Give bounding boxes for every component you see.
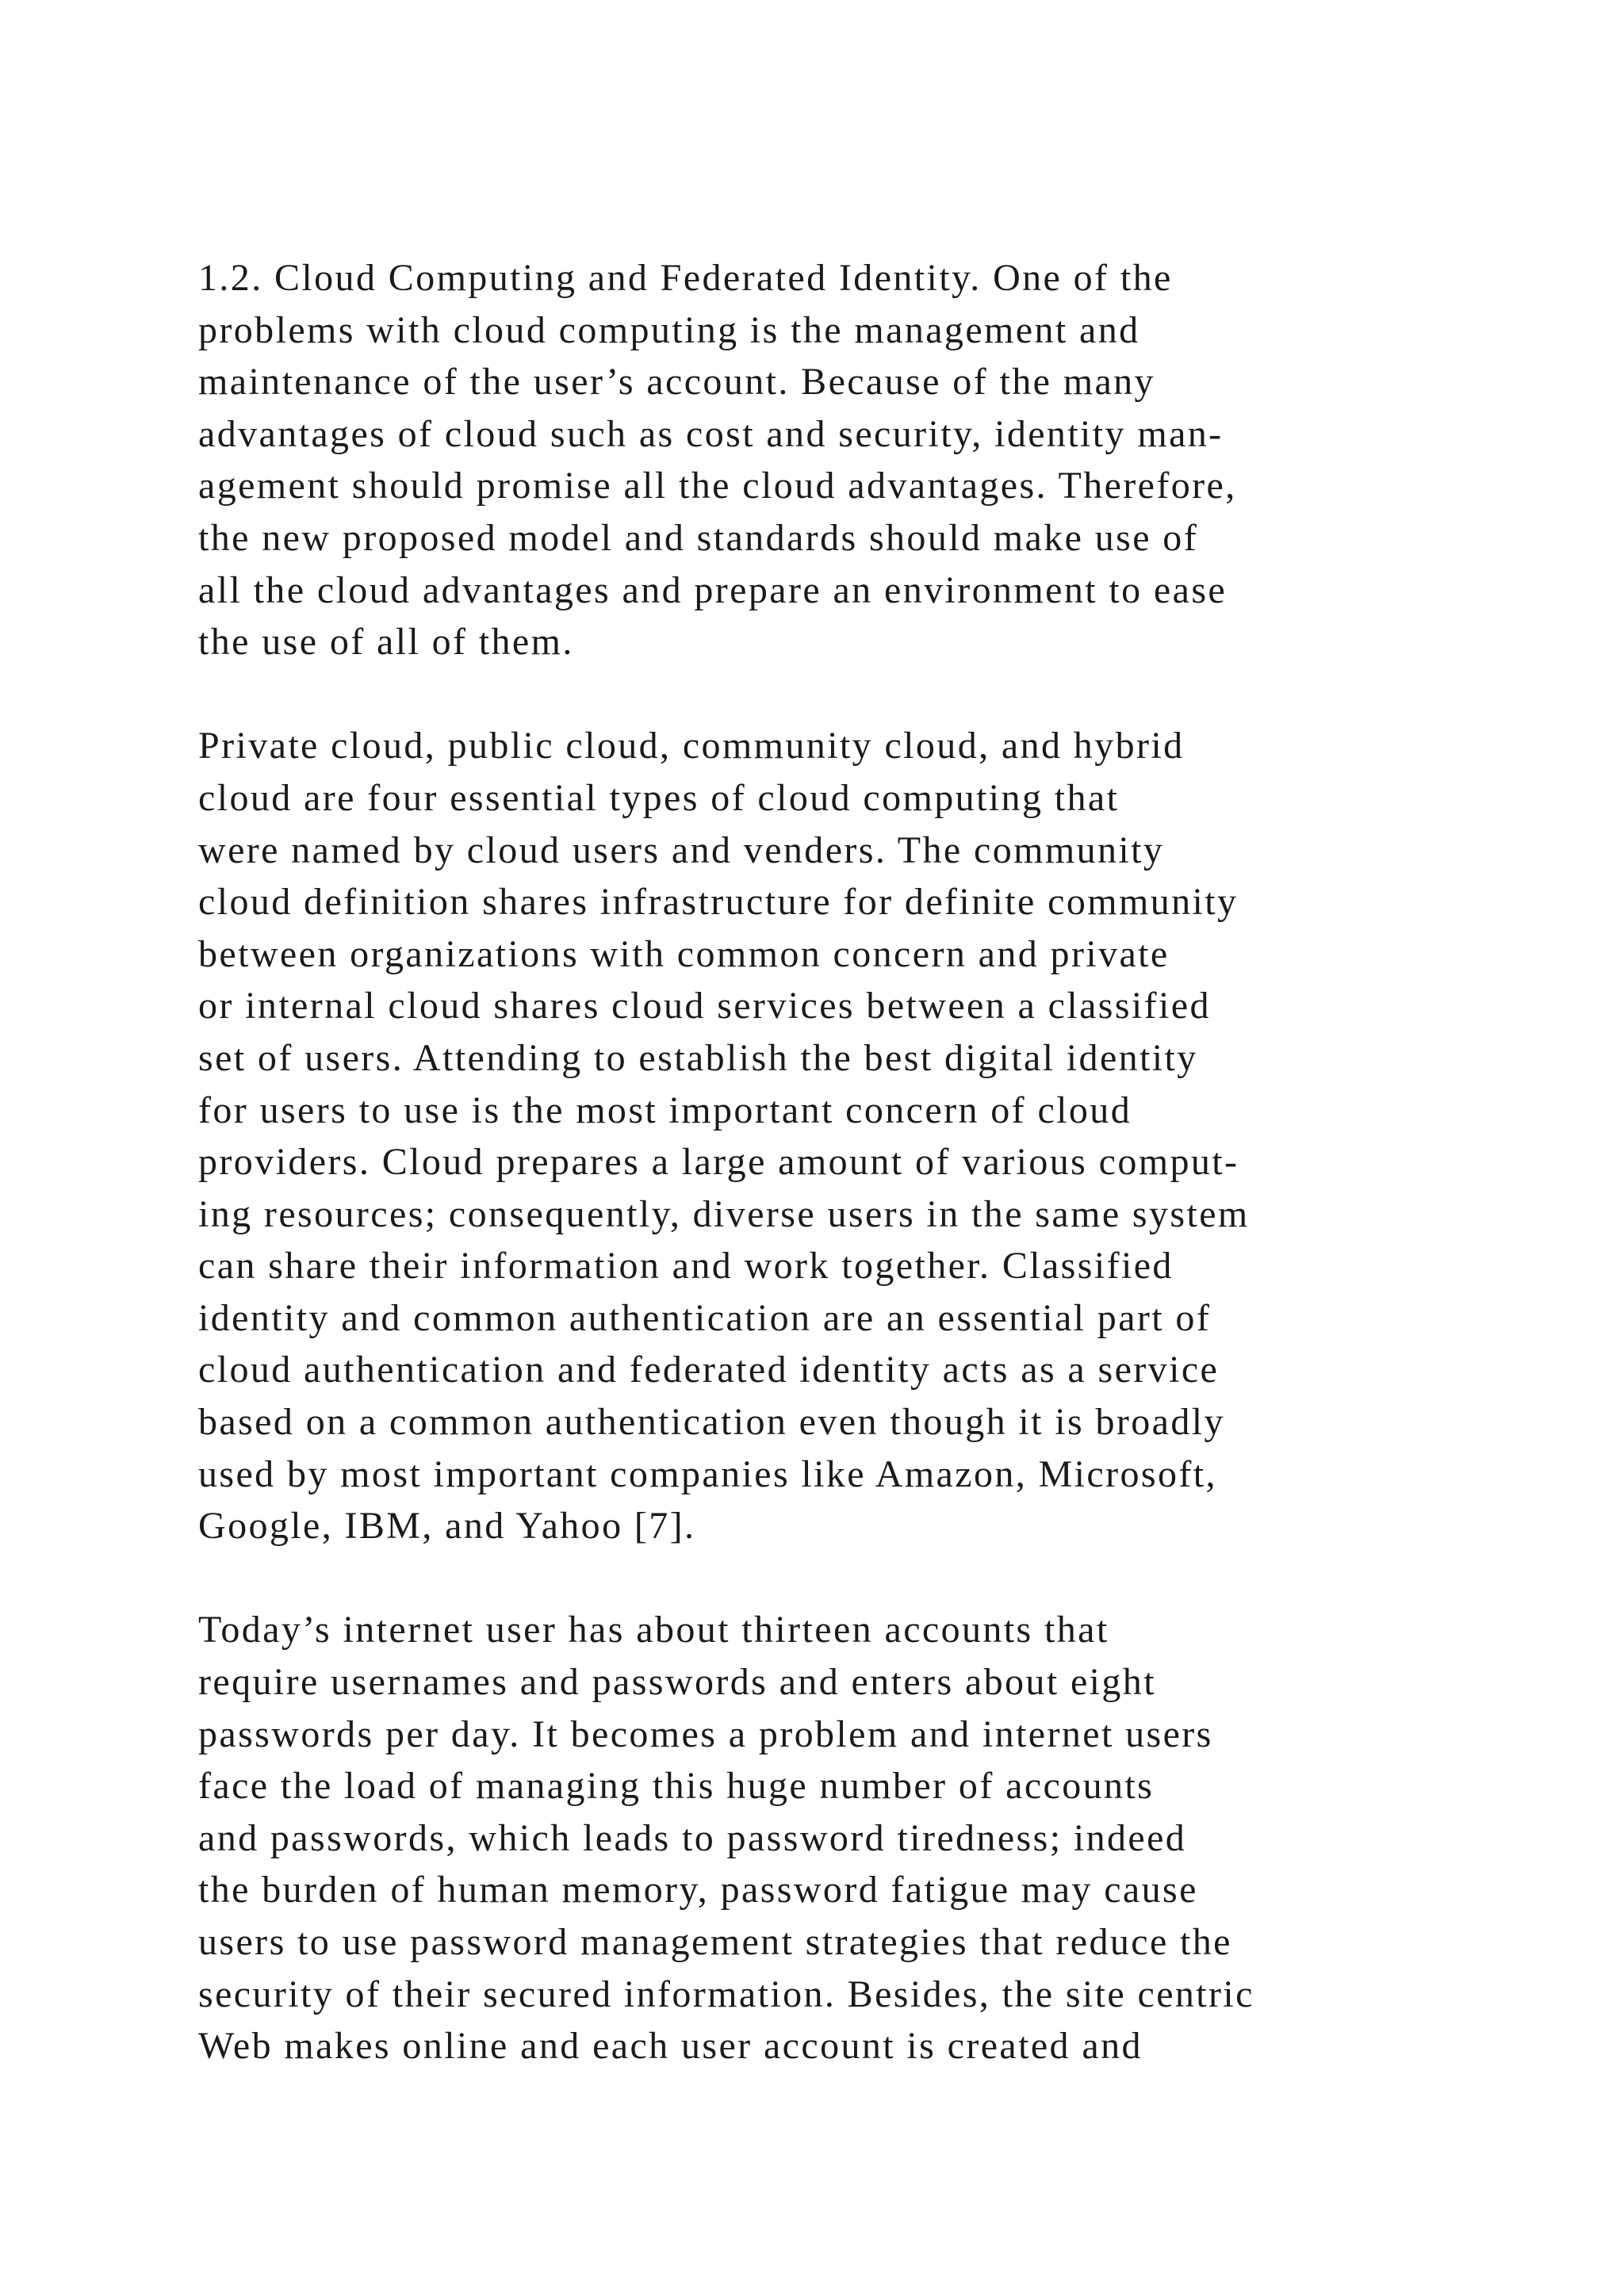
text-line: cloud authentication and federated identity acts as a service: [198, 1349, 1220, 1391]
text-line: for users to use is the most important concern of cloud: [198, 1089, 1132, 1131]
text-line: 1.2. Cloud Computing and Federated Identity. One of the: [198, 257, 1173, 299]
text-line: were named by cloud users and venders. The community: [198, 828, 1165, 871]
text-line: maintenance of the user’s account. Because of the many: [198, 361, 1155, 404]
text-line: Private cloud, public cloud, community cloud, and hybrid: [198, 725, 1185, 767]
text-line: users to use password management strategies that reduce the: [198, 1921, 1232, 1963]
text-line: and passwords, which leads to password tiredness; indeed: [198, 1816, 1187, 1859]
text-line: all the cloud advantages and prepare an environment to ease: [198, 568, 1228, 611]
text-line: agement should promise all the cloud advantages. Therefore,: [198, 465, 1237, 507]
paragraph-section-1-2: [198, 252, 1610, 668]
text-line: set of users. Attending to establish the best digital identity: [198, 1036, 1198, 1079]
text-line: the burden of human memory, password fatigue may cause: [198, 1869, 1198, 1911]
text-line: identity and common authentication are an essential part of: [198, 1296, 1212, 1339]
text-line: cloud definition shares infrastructure for definite community: [198, 881, 1239, 924]
text-line: Web makes online and each user account is created and: [198, 2025, 1143, 2068]
text-line: Google, IBM, and Yahoo [7].: [198, 1505, 696, 1548]
paragraph-cloud-types: [198, 720, 1610, 1552]
text-line: passwords per day. It becomes a problem and internet users: [198, 1712, 1213, 1755]
text-line: ing resources; consequently, diverse users in the same system: [198, 1192, 1250, 1235]
text-line: require usernames and passwords and enters about eight: [198, 1661, 1156, 1704]
text-line: advantages of cloud such as cost and security, identity man-: [198, 412, 1224, 455]
text-line: security of their secured information. Besides, the site centric: [198, 1973, 1254, 2015]
text-line: the use of all of them.: [198, 621, 574, 664]
text-line: problems with cloud computing is the management and: [198, 308, 1140, 351]
text-line: the new proposed model and standards should make use of: [198, 516, 1199, 559]
text-line: Today’s internet user has about thirteen accounts that: [198, 1609, 1109, 1651]
text-line: between organizations with common concern and private: [198, 932, 1170, 975]
text-line: can share their information and work together. Classified: [198, 1245, 1174, 1288]
text-line: used by most important companies like Amazon, Microsoft,: [198, 1452, 1217, 1495]
paragraph-password-fatigue: [198, 1604, 1610, 2072]
text-line: or internal cloud shares cloud services between a classified: [198, 985, 1211, 1027]
body-text: [198, 252, 1610, 2124]
text-line: face the load of managing this huge number of accounts: [198, 1765, 1155, 1808]
text-line: providers. Cloud prepares a large amount of various comput-: [198, 1141, 1239, 1184]
text-line: based on a common authentication even though it is broadly: [198, 1401, 1225, 1444]
text-line: cloud are four essential types of cloud computing that: [198, 776, 1120, 819]
